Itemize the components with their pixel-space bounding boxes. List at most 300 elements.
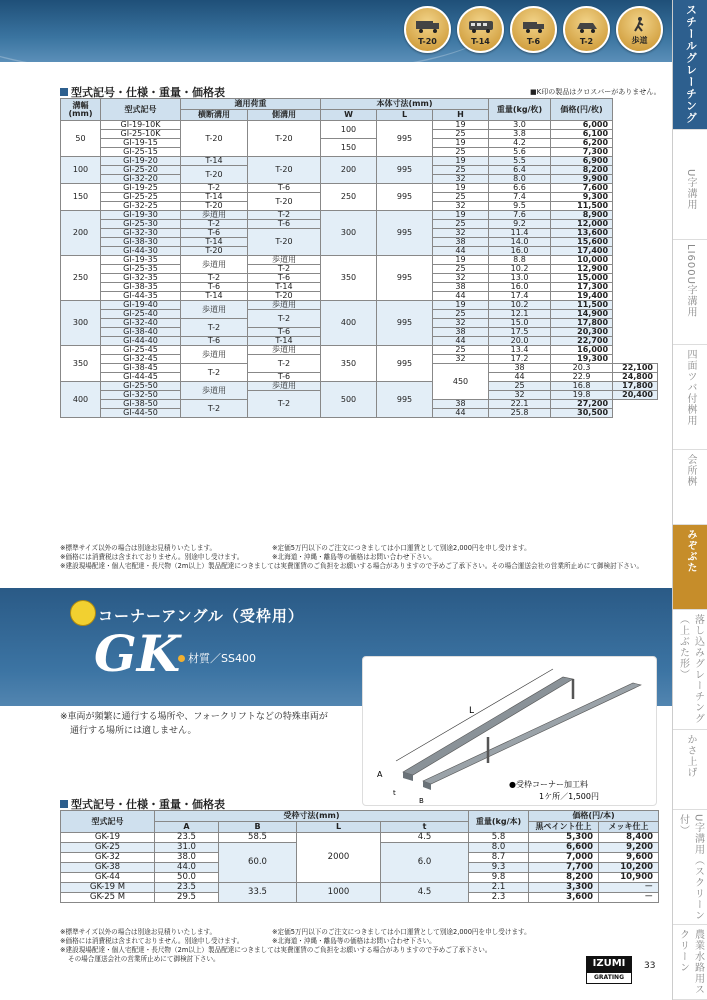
cell-model: GI-32-25 <box>101 202 181 211</box>
cell-price-galv: 9,600 <box>599 853 659 863</box>
cell-weight: 4.2 <box>489 139 551 148</box>
cell-load-cross: T-2 <box>181 319 248 337</box>
cell-L: 995 <box>377 301 433 346</box>
cell-price: 16,000 <box>551 346 613 355</box>
cell-price: 9,900 <box>551 175 613 184</box>
cell-model: GI-25-20 <box>101 166 181 175</box>
cell-model: GI-38-35 <box>101 283 181 292</box>
cell-H: 25 <box>433 193 489 202</box>
cell-A: 44.0 <box>155 863 219 873</box>
cell-price: 11,500 <box>551 202 613 211</box>
t2-col-black: 黒ペイント仕上 <box>529 822 599 833</box>
fig-price: 1ケ所／1,500円 <box>539 792 599 801</box>
cell-weight: 9.3 <box>469 863 529 873</box>
cell-price: 20,400 <box>613 391 658 400</box>
cell-price: 13,600 <box>551 229 613 238</box>
sidebar-tab-3[interactable]: 四面ツバ付桝用 <box>673 345 707 450</box>
cell-price-galv: － <box>599 893 659 903</box>
col-W: W <box>321 110 377 121</box>
cell-H: 32 <box>433 355 489 364</box>
cell-H: 38 <box>433 238 489 247</box>
sidebar <box>672 0 707 1000</box>
sidebar-tab-6[interactable]: 落し込みグレーチング（上ぶた形） <box>673 610 707 730</box>
sidebar-tab-5[interactable]: みぞぶた <box>673 525 707 610</box>
cell-load-cross: T-2 <box>181 184 248 193</box>
cell-load-side: T-2 <box>248 391 321 418</box>
footnote: ※建設現場配達・個人宅配達・長尺物（2m以上）製品配達につきましては実費運賃のご負担をお願いする場合がありますので予めご了承下さい。その場合運送会社の営業所止めにて御検討下さい。 <box>60 561 644 570</box>
cell-price: 11,500 <box>551 301 613 310</box>
cell-model: GI-38-30 <box>101 238 181 247</box>
col-load-cross: 横断溝用 <box>181 110 248 121</box>
sidebar-tab-0[interactable]: スチールグレーチング <box>673 0 707 130</box>
cell-weight: 8.8 <box>489 256 551 265</box>
cell-H: 25 <box>433 148 489 157</box>
cell-weight: 10.2 <box>489 301 551 310</box>
cell-model: GK-19 <box>61 833 155 843</box>
cell-price-black: 7,000 <box>529 853 599 863</box>
cell-weight: 3.0 <box>489 121 551 130</box>
cell-H: 32 <box>433 175 489 184</box>
cell-model: GK-38 <box>61 863 155 873</box>
gk-material: 材質／SS400 <box>178 650 256 666</box>
cell-L: 995 <box>377 211 433 256</box>
cell-model: GI-25-40 <box>101 310 181 319</box>
cell-model: GI-44-35 <box>101 292 181 301</box>
cell-H: 38 <box>489 364 551 373</box>
cell-model: GK-25 <box>61 843 155 853</box>
cell-t: 6.0 <box>381 843 469 883</box>
cell-load-cross: T-14 <box>181 157 248 166</box>
cell-H: 32 <box>433 229 489 238</box>
cell-price: 6,900 <box>551 157 613 166</box>
bus-icon <box>467 18 495 34</box>
cell-H: 44 <box>489 373 551 382</box>
cell-t: 4.5 <box>381 833 469 843</box>
cell-L: 995 <box>377 121 433 157</box>
cell-price: 14,900 <box>551 310 613 319</box>
cell-W: 500 <box>321 382 377 418</box>
cell-width: 350 <box>61 346 101 382</box>
footnote: ※価格には消費税は含まれておりません。別途申し受けます。 <box>60 552 244 561</box>
cell-price-black: 3,600 <box>529 893 599 903</box>
cell-load-side: 歩道用 <box>248 301 321 310</box>
cell-load-cross: 歩道用 <box>181 301 248 319</box>
cell-weight: 2.1 <box>469 883 529 893</box>
cell-W: 250 <box>321 184 377 211</box>
cell-load-side: T-14 <box>248 283 321 292</box>
cell-load-cross: 歩道用 <box>181 382 248 400</box>
fig-B-label: B <box>419 797 424 805</box>
gk-spec-table <box>60 810 659 903</box>
cell-price: 9,300 <box>551 193 613 202</box>
cell-model: GI-19-25 <box>101 184 181 193</box>
cell-A: 23.5 <box>155 833 219 843</box>
cell-model: GI-19-15 <box>101 139 181 148</box>
t2-col-dims: 受枠寸法(mm) <box>155 811 469 822</box>
cell-model: GI-25-25 <box>101 193 181 202</box>
cell-weight: 8.0 <box>469 843 529 853</box>
t2-col-t: t <box>381 822 469 833</box>
t2-col-galv: メッキ仕上 <box>599 822 659 833</box>
cell-model: GK-32 <box>61 853 155 863</box>
cell-model: GI-19-35 <box>101 256 181 265</box>
col-L: L <box>377 110 433 121</box>
cell-model: GI-32-50 <box>101 391 181 400</box>
cell-load-side: T-2 <box>248 310 321 328</box>
cell-price: 12,900 <box>551 265 613 274</box>
cell-weight: 16.8 <box>551 382 613 391</box>
fig-note: ●受枠コーナー加工料 <box>509 780 588 789</box>
cell-model: GI-32-45 <box>101 355 181 364</box>
cell-load-side: 歩道用 <box>248 382 321 391</box>
cell-B: 33.5 <box>219 883 297 903</box>
cell-load-side: T-14 <box>248 337 321 346</box>
cell-A: 50.0 <box>155 873 219 883</box>
crossbar-note: ■K印の製品はクロスバーがありません。 <box>530 88 661 96</box>
fig-L-label: L <box>469 706 475 716</box>
cell-H: 32 <box>433 202 489 211</box>
flower-badge-icon <box>70 600 96 626</box>
cell-weight: 16.0 <box>489 283 551 292</box>
col-load-side: 側溝用 <box>248 110 321 121</box>
cell-model: GI-32-30 <box>101 229 181 238</box>
cell-price: 17,400 <box>551 247 613 256</box>
col-load: 適用荷重 <box>181 99 321 110</box>
cell-price: 6,200 <box>551 139 613 148</box>
cell-weight: 6.6 <box>489 184 551 193</box>
cell-H: 25 <box>433 346 489 355</box>
cell-price-galv: 9,200 <box>599 843 659 853</box>
cell-A: 23.5 <box>155 883 219 893</box>
cell-price: 17,300 <box>551 283 613 292</box>
cell-model: GI-32-40 <box>101 319 181 328</box>
cell-model: GK-44 <box>61 873 155 883</box>
cell-model: GI-32-20 <box>101 175 181 184</box>
col-model: 型式記号 <box>101 99 181 121</box>
section-title-2: 型式記号・仕様・重量・価格表 <box>60 796 225 812</box>
load-icons <box>404 6 663 53</box>
table-row <box>61 833 659 843</box>
cell-load-cross: 歩道用 <box>181 256 248 274</box>
cell-H: 25 <box>433 265 489 274</box>
cell-weight: 15.0 <box>489 319 551 328</box>
fig-A-label: A <box>377 770 383 779</box>
cell-weight: 2.3 <box>469 893 529 903</box>
cell-price: 8,200 <box>551 166 613 175</box>
t2-col-price: 価格(円/本) <box>529 811 659 822</box>
cell-width: 150 <box>61 184 101 211</box>
cell-H: 38 <box>433 400 489 409</box>
cell-weight: 13.4 <box>489 346 551 355</box>
cell-price-black: 6,600 <box>529 843 599 853</box>
izumi-logo: IZUMI GRATING <box>586 956 632 984</box>
cell-price: 8,900 <box>551 211 613 220</box>
cell-model: GK-25 M <box>61 893 155 903</box>
footnote: その場合運送会社の営業所止めにて御検討下さい。 <box>68 954 220 963</box>
cell-H: 44 <box>433 247 489 256</box>
cell-A: 29.5 <box>155 893 219 903</box>
footnote: ※価格には消費税は含まれておりません。別途申し受けます。 <box>60 936 244 945</box>
cell-load-side: T-6 <box>248 274 321 283</box>
t2-col-A: A <box>155 822 219 833</box>
gk-code: GK <box>94 624 181 683</box>
cell-load-cross: T-6 <box>181 337 248 346</box>
cell-load-cross: 歩道用 <box>181 346 248 364</box>
footnote: ※定価5万円以下のご注文につきましては小口運賃として別途2,000円を申し受けます。 <box>272 544 531 552</box>
cell-price: 30,500 <box>551 409 613 418</box>
cell-model: GI-19-30 <box>101 211 181 220</box>
cell-model: GI-44-30 <box>101 247 181 256</box>
cell-W: 200 <box>321 157 377 184</box>
cell-model: GI-38-45 <box>101 364 181 373</box>
cell-load-side: T-20 <box>248 292 321 301</box>
cell-load-cross: T-6 <box>181 283 248 292</box>
table-row <box>61 883 659 893</box>
cell-width: 400 <box>61 382 101 418</box>
cell-W: 400 <box>321 301 377 346</box>
cell-price: 24,800 <box>613 373 658 382</box>
cell-load-side: T-6 <box>248 184 321 193</box>
cell-weight: 22.1 <box>489 400 551 409</box>
cell-price-black: 5,300 <box>529 833 599 843</box>
cell-price: 17,800 <box>551 319 613 328</box>
cell-weight: 9.8 <box>469 873 529 883</box>
grating-spec-table <box>60 98 658 418</box>
cell-L: 1000 <box>297 883 381 903</box>
cell-H: 25 <box>433 166 489 175</box>
cell-H: 19 <box>433 157 489 166</box>
fig-t-label: t <box>393 789 396 797</box>
cell-width: 250 <box>61 256 101 301</box>
cell-H: 44 <box>433 337 489 346</box>
cell-model: GI-38-50 <box>101 400 181 409</box>
footnotes-1-right <box>272 544 531 562</box>
cell-price: 12,000 <box>551 220 613 229</box>
sidebar-tab-1[interactable]: U字溝用 <box>673 165 707 240</box>
cell-load-side: 歩道用 <box>248 256 321 265</box>
truck-large-icon <box>414 18 442 34</box>
pedestrian-icon <box>626 16 654 32</box>
corner-angle-figure <box>362 656 657 806</box>
cell-price: 7,300 <box>551 148 613 157</box>
cell-W: 350 <box>321 346 377 382</box>
sidebar-tab-8[interactable]: U字溝用（スクリーン付） <box>673 810 707 925</box>
cell-model: GI-25-45 <box>101 346 181 355</box>
cell-model: GI-25-10K <box>101 130 181 139</box>
cell-W: 450 <box>433 364 489 400</box>
cell-load-side: T-20 <box>248 121 321 157</box>
cell-load-cross: T-2 <box>181 400 248 418</box>
cell-weight: 22.9 <box>551 373 613 382</box>
cell-load-cross: T-20 <box>181 247 248 256</box>
cell-H: 25 <box>489 382 551 391</box>
truck-small-icon <box>520 18 548 34</box>
cell-load-cross: T-20 <box>181 202 248 211</box>
footnote: ※北海道・沖縄・離島等の価格はお問い合わせ下さい。 <box>272 936 436 945</box>
cell-weight: 11.4 <box>489 229 551 238</box>
sidebar-tab-2[interactable]: LI600U字溝用 <box>673 240 707 345</box>
sidebar-tab-7[interactable]: かさ上げ <box>673 730 707 810</box>
cell-W: 100 <box>321 121 377 139</box>
corner-angle-illustration <box>363 657 658 807</box>
cell-price: 27,200 <box>551 400 613 409</box>
cell-model: GI-25-30 <box>101 220 181 229</box>
cell-weight: 25.8 <box>489 409 551 418</box>
cell-weight: 12.1 <box>489 310 551 319</box>
cell-load-side: T-20 <box>248 193 321 211</box>
cell-weight: 14.0 <box>489 238 551 247</box>
cell-weight: 7.4 <box>489 193 551 202</box>
cell-price: 7,600 <box>551 184 613 193</box>
gk-title: コーナーアングル（受枠用） <box>98 607 304 625</box>
cell-price: 20,300 <box>551 328 613 337</box>
cell-weight: 16.0 <box>489 247 551 256</box>
footnotes-2-right <box>272 928 531 946</box>
cell-weight: 9.5 <box>489 202 551 211</box>
cell-price: 6,100 <box>551 130 613 139</box>
cell-H: 25 <box>433 310 489 319</box>
footnote: ※標準サイズ以外の場合は別途お見積りいたします。 <box>60 544 217 552</box>
load-t-20: T-20 <box>404 6 451 53</box>
cell-price: 15,000 <box>551 274 613 283</box>
cell-model: GI-19-20 <box>101 157 181 166</box>
col-weight: 重量(kg/枚) <box>489 99 551 121</box>
cell-price: 19,400 <box>551 292 613 301</box>
cell-model: GI-25-15 <box>101 148 181 157</box>
cell-load-cross: T-2 <box>181 274 248 283</box>
cell-model: GI-38-40 <box>101 328 181 337</box>
cell-H: 19 <box>433 121 489 130</box>
cell-H: 19 <box>433 256 489 265</box>
cell-model: GI-19-40 <box>101 301 181 310</box>
footnote: ※定価5万円以下のご注文につきましては小口運賃として別途2,000円を申し受けます。 <box>272 928 531 936</box>
cell-weight: 5.6 <box>489 148 551 157</box>
cell-price: 15,600 <box>551 238 613 247</box>
cell-model: GK-19 M <box>61 883 155 893</box>
cell-width: 200 <box>61 211 101 256</box>
col-width: 溝幅(mm) <box>61 99 101 121</box>
cell-W: 150 <box>321 139 377 157</box>
cell-H: 19 <box>433 184 489 193</box>
cell-load-side: T-2 <box>248 355 321 373</box>
cell-H: 19 <box>433 139 489 148</box>
cell-model: GI-44-40 <box>101 337 181 346</box>
cell-model: GI-44-45 <box>101 373 181 382</box>
cell-load-cross: T-14 <box>181 193 248 202</box>
cell-weight: 5.8 <box>469 833 529 843</box>
cell-load-side: T-6 <box>248 373 321 382</box>
cell-A: 38.0 <box>155 853 219 863</box>
cell-model: GI-19-10K <box>101 121 181 130</box>
cell-price: 17,800 <box>613 382 658 391</box>
cell-load-cross: T-6 <box>181 229 248 238</box>
cell-width: 100 <box>61 157 101 184</box>
cell-weight: 5.5 <box>489 157 551 166</box>
cell-W: 350 <box>321 256 377 301</box>
cell-load-cross: T-20 <box>181 166 248 184</box>
load-t-14: T-14 <box>457 6 504 53</box>
cell-load-side: T-2 <box>248 211 321 220</box>
cell-B: 60.0 <box>219 843 297 883</box>
cell-load-side: T-6 <box>248 220 321 229</box>
load-t-6: T-6 <box>510 6 557 53</box>
cell-H: 19 <box>433 301 489 310</box>
cell-weight: 17.4 <box>489 292 551 301</box>
cell-load-cross: T-14 <box>181 238 248 247</box>
cell-weight: 6.4 <box>489 166 551 175</box>
cell-load-cross: T-20 <box>181 121 248 157</box>
load-t-2: T-2 <box>563 6 610 53</box>
cell-weight: 20.3 <box>551 364 613 373</box>
cell-price: 10,000 <box>551 256 613 265</box>
t2-col-B: B <box>219 822 297 833</box>
cell-load-side: T-20 <box>248 157 321 184</box>
cell-load-cross: T-2 <box>181 220 248 229</box>
col-price: 価格(円/枚) <box>551 99 613 121</box>
cell-model: GI-44-50 <box>101 409 181 418</box>
cell-weight: 17.2 <box>489 355 551 364</box>
car-icon <box>573 18 601 34</box>
sidebar-tab-4[interactable]: 会所桝 <box>673 450 707 525</box>
cell-B: 58.5 <box>219 833 297 843</box>
cell-width: 50 <box>61 121 101 157</box>
cell-load-cross: 歩道用 <box>181 211 248 220</box>
cell-price-galv: 8,400 <box>599 833 659 843</box>
cell-t: 4.5 <box>381 883 469 903</box>
cell-weight: 9.2 <box>489 220 551 229</box>
cell-price-galv: 10,900 <box>599 873 659 883</box>
cell-price: 6,000 <box>551 121 613 130</box>
cell-load-cross: T-14 <box>181 292 248 301</box>
section-title-1: 型式記号・仕様・重量・価格表 <box>60 84 225 100</box>
sidebar-tab-9[interactable]: 農業水路用スクリーン <box>673 925 707 1000</box>
cell-price-black: 3,300 <box>529 883 599 893</box>
cell-weight: 17.5 <box>489 328 551 337</box>
page-number: 33 <box>644 961 656 971</box>
cell-price-black: 7,700 <box>529 863 599 873</box>
cell-L: 995 <box>377 157 433 184</box>
t2-col-model: 型式記号 <box>61 811 155 833</box>
cell-L: 995 <box>377 346 433 382</box>
cell-weight: 10.2 <box>489 265 551 274</box>
cell-weight: 8.7 <box>469 853 529 863</box>
cell-H: 25 <box>433 220 489 229</box>
load-歩道: 歩道 <box>616 6 663 53</box>
cell-price: 19,300 <box>551 355 613 364</box>
cell-model: GI-25-50 <box>101 382 181 391</box>
cell-weight: 8.0 <box>489 175 551 184</box>
cell-price-galv: － <box>599 883 659 893</box>
cell-H: 32 <box>433 319 489 328</box>
t2-col-L: L <box>297 822 381 833</box>
footnote: ※建設現場配達・個人宅配達・長尺物（2m以上）製品配達につきましては実費運賃のご負担をお願いする場合がありますので予めご了承下さい。 <box>60 945 492 954</box>
footnote: ※標準サイズ以外の場合は別途お見積りいたします。 <box>60 928 217 936</box>
cell-H: 19 <box>433 211 489 220</box>
col-dims: 本体寸法(mm) <box>321 99 489 110</box>
cell-model: GI-32-35 <box>101 274 181 283</box>
t2-col-weight: 重量(kg/本) <box>469 811 529 833</box>
cell-load-cross: T-2 <box>181 364 248 382</box>
cell-load-side: T-6 <box>248 328 321 337</box>
cell-load-side: T-20 <box>248 229 321 256</box>
cell-H: 44 <box>433 409 489 418</box>
cell-weight: 19.8 <box>551 391 613 400</box>
col-H: H <box>433 110 489 121</box>
cell-weight: 20.0 <box>489 337 551 346</box>
cell-H: 38 <box>433 283 489 292</box>
cell-L: 995 <box>377 382 433 418</box>
cell-model: GI-25-35 <box>101 265 181 274</box>
